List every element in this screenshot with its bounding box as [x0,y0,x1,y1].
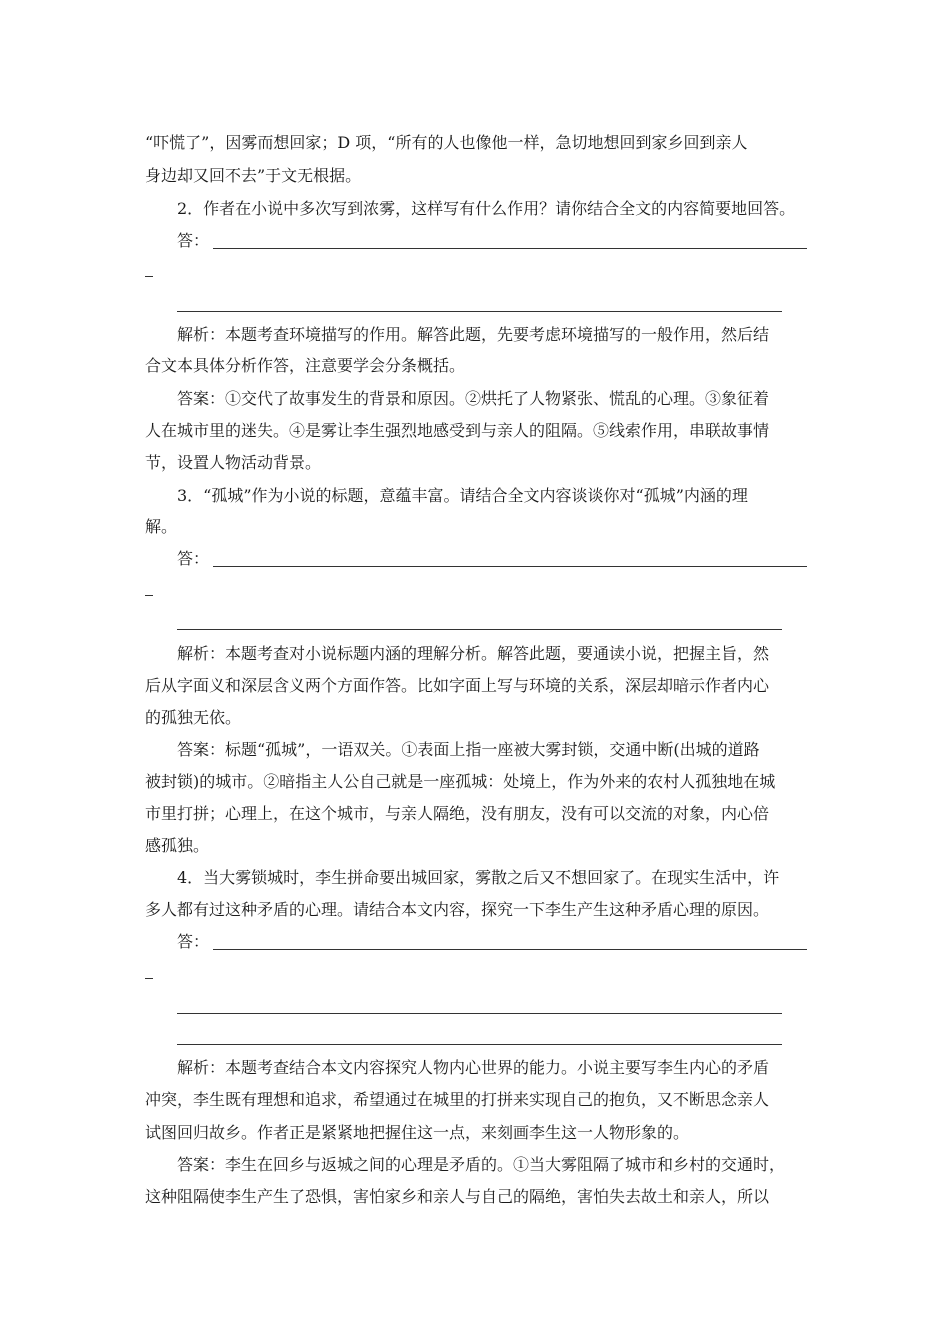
analysis-q4: 解析：本题考查结合本文内容探究人物内心世界的能力。小说主要写李生内心的矛盾 [177,1058,770,1077]
answer-blank-line[interactable] [177,1044,782,1045]
answer-label: 答： [177,231,210,250]
answer-q2: 人在城市里的迷失。④是雾让李生强烈地感受到与亲人的阻隔。⑤线索作用，串联故事情 [145,421,770,440]
analysis-q3: 的孤独无依。 [145,708,242,727]
analysis-q2: 合文本具体分析作答，注意要学会分条概括。 [145,356,466,375]
question-4: 4．当大雾锁城时，李生拼命要出城回家，雾散之后又不想回家了。在现实生活中，许 [177,868,780,887]
answer-q4: 这种阻隔使李生产生了恐惧，害怕家乡和亲人与自己的隔绝，害怕失去故土和亲人，所以 [145,1187,770,1206]
answer-q4: 答案：李生在回乡与返城之间的心理是矛盾的。①当大雾阻隔了城市和乡村的交通时， [177,1155,786,1174]
analysis-q3: 后从字面义和深层含义两个方面作答。比如字面上写与环境的关系，深层却暗示作者内心 [145,676,770,695]
answer-line[interactable] [213,248,807,249]
analysis-q4: 冲突，李生既有理想和追求，希望通过在城里的打拼来实现自己的抱负，又不断思念亲人 [145,1090,770,1109]
answer-label: 答： [177,932,210,951]
analysis-q3: 解析：本题考查对小说标题内涵的理解分析。解答此题，要通读小说，把握主旨，然 [177,644,770,663]
analysis-q4: 试图回归故乡。作者正是紧紧地把握住这一点，来刻画李生这一人物形象的。 [145,1123,690,1142]
text-line: 身边却又回不去”于文无根据。 [145,166,362,185]
answer-row-q4[interactable] [177,932,807,952]
answer-blank-line[interactable] [177,629,782,630]
analysis-q2: 解析：本题考查环境描写的作用。解答此题，先要考虑环境描写的一般作用，然后结 [177,325,770,344]
answer-q3: 感孤独。 [145,836,210,855]
answer-line[interactable] [213,566,807,567]
answer-line[interactable] [213,949,807,950]
line-continuation-mark [145,276,153,277]
answer-label: 答： [177,549,210,568]
question-4: 多人都有过这种矛盾的心理。请结合本文内容，探究一下李生产生这种矛盾心理的原因。 [145,900,770,919]
line-continuation-mark [145,978,153,979]
answer-q3: 被封锁)的城市。②暗指主人公自己就是一座孤城：处境上，作为外来的农村人孤独地在城 [145,772,776,791]
line-continuation-mark [145,595,153,596]
question-2: 2．作者在小说中多次写到浓雾，这样写有什么作用？请你结合全文的内容简要地回答。 [177,199,796,218]
answer-row-q3[interactable] [177,549,807,569]
answer-blank-line[interactable] [177,1013,782,1014]
answer-q3: 答案：标题“孤城”，一语双关。①表面上指一座被大雾封锁，交通中断(出城的道路 [177,740,760,759]
answer-row-q2[interactable] [177,231,807,251]
text-line: “吓慌了”，因雾而想回家；D 项，“所有的人也像他一样，急切地想回到家乡回到亲人 [145,133,748,152]
answer-q2: 答案：①交代了故事发生的背景和原因。②烘托了人物紧张、慌乱的心理。③象征着 [177,389,770,408]
answer-blank-line[interactable] [177,311,782,312]
question-3: 解。 [145,517,178,536]
answer-q2: 节，设置人物活动背景。 [145,453,322,472]
question-3: 3．“孤城”作为小说的标题，意蕴丰富。请结合全文内容谈谈你对“孤城”内涵的理 [177,486,748,505]
answer-q3: 市里打拼；心理上，在这个城市，与亲人隔绝，没有朋友，没有可以交流的对象，内心倍 [145,804,770,823]
